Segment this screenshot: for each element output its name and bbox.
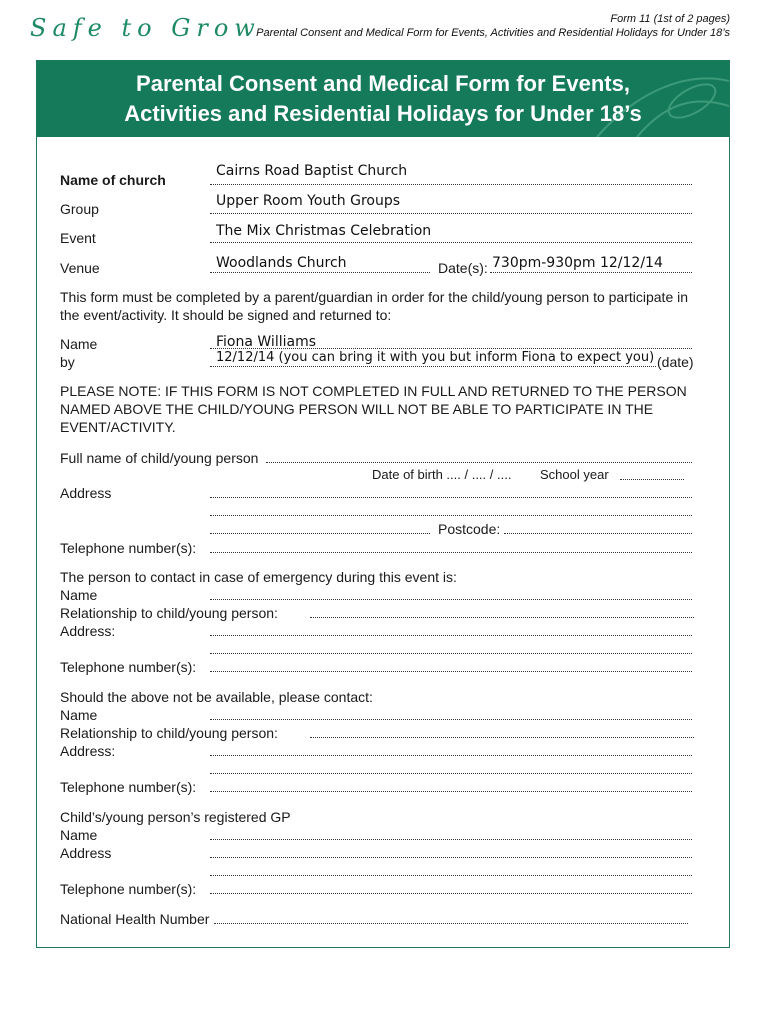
dates-label: Date(s): (438, 260, 488, 276)
child-telephone-label: Telephone number(s): (60, 540, 197, 556)
return-name-value: Fiona Williams (216, 334, 316, 350)
child-fullname-label: Full name of child/young person (60, 450, 259, 466)
emergency-address-line-2[interactable] (210, 652, 692, 654)
please-note-text: PLEASE NOTE: IF THIS FORM IS NOT COMPLETED IN FULL AND RETURNED TO THE PERSON NAMED ABOVE THE CHILD/YOUNG PERSON WILL NOT BE ABLE TO PARTICIPATE IN THE EVENT/ACTIVITY. (60, 383, 687, 435)
church-label: Name of church (60, 172, 166, 188)
alternate-address-line-1[interactable] (210, 754, 692, 756)
emergency-address-line-1[interactable] (210, 634, 692, 636)
return-by-value: 12/12/14 (you can bring it with you but inform Fiona to expect you) (216, 350, 655, 365)
church-line[interactable] (210, 183, 692, 185)
dob-label: Date of birth .... / .... / .... (372, 467, 512, 482)
emergency-relationship-label: Relationship to child/young person: (60, 605, 278, 621)
alternate-address-line-2[interactable] (210, 772, 692, 774)
school-year-line[interactable] (620, 478, 684, 480)
alternate-relationship-label: Relationship to child/young person: (60, 725, 278, 741)
alternate-name-label: Name (60, 707, 98, 723)
group-label: Group (60, 201, 99, 217)
child-telephone-line[interactable] (210, 551, 692, 553)
group-value: Upper Room Youth Groups (216, 193, 401, 209)
venue-value: Woodlands Church (216, 255, 347, 271)
child-address-label: Address (60, 485, 112, 501)
alternate-relationship-line[interactable] (310, 736, 694, 738)
event-label: Event (60, 230, 96, 246)
school-year-label: School year (540, 467, 609, 482)
gp-name-label: Name (60, 827, 98, 843)
venue-label: Venue (60, 260, 100, 276)
alternate-telephone-line[interactable] (210, 790, 692, 792)
emergency-telephone-line[interactable] (210, 670, 692, 672)
emergency-name-label: Name (60, 587, 98, 603)
child-address-line-1[interactable] (210, 496, 692, 498)
gp-address-line-2[interactable] (210, 874, 692, 876)
return-name-label: Name (60, 336, 98, 352)
emergency-name-line[interactable] (210, 598, 692, 600)
event-value: The Mix Christmas Celebration (216, 223, 432, 239)
child-address-line-2[interactable] (210, 514, 692, 516)
postcode-line[interactable] (504, 532, 692, 534)
logo: Safe to Grow (30, 14, 261, 42)
banner-title-line1: Parental Consent and Medical Form for Events, (136, 71, 630, 96)
form-number: Form 11 (1st of 2 pages) (610, 13, 730, 25)
alternate-telephone-label: Telephone number(s): (60, 779, 197, 795)
emergency-telephone-label: Telephone number(s): (60, 659, 197, 675)
alternate-address-label: Address: (60, 743, 116, 759)
event-line[interactable] (210, 241, 692, 243)
gp-name-line[interactable] (210, 838, 692, 840)
child-address-line-3[interactable] (210, 532, 430, 534)
date-suffix: (date) (657, 354, 694, 370)
gp-telephone-line[interactable] (210, 892, 692, 894)
dates-value: 730pm-930pm 12/12/14 (492, 255, 663, 271)
alternate-name-line[interactable] (210, 718, 692, 720)
return-by-line[interactable] (210, 365, 656, 367)
form-subtitle: Parental Consent and Medical Form for Events, Activities and Residential Holidays for Under 18’s (256, 27, 730, 39)
nhs-number-label: National Health Number (60, 911, 210, 927)
title-banner (37, 61, 729, 137)
gp-address-label: Address (60, 845, 112, 861)
instructions-text: This form must be completed by a parent/guardian in order for the child/young person to participate in the event/activity. It should be signed and returned to: (60, 289, 689, 323)
nhs-number-line[interactable] (214, 922, 688, 924)
postcode-label: Postcode: (438, 521, 501, 537)
form-reference (256, 12, 730, 40)
emergency-relationship-line[interactable] (310, 616, 694, 618)
alternate-heading: Should the above not be available, please contact: (60, 689, 373, 705)
church-value: Cairns Road Baptist Church (216, 163, 408, 179)
gp-telephone-label: Telephone number(s): (60, 881, 197, 897)
gp-heading: Child’s/young person’s registered GP (60, 809, 291, 825)
venue-line[interactable] (210, 271, 430, 273)
gp-address-line-1[interactable] (210, 856, 692, 858)
return-by-label: by (60, 354, 75, 370)
dates-line[interactable] (490, 271, 692, 273)
group-line[interactable] (210, 212, 692, 214)
emergency-heading: The person to contact in case of emergency during this event is: (60, 569, 457, 585)
child-fullname-line[interactable] (266, 461, 692, 463)
emergency-address-label: Address: (60, 623, 116, 639)
banner-title-line2: Activities and Residential Holidays for Under 18’s (124, 101, 642, 126)
